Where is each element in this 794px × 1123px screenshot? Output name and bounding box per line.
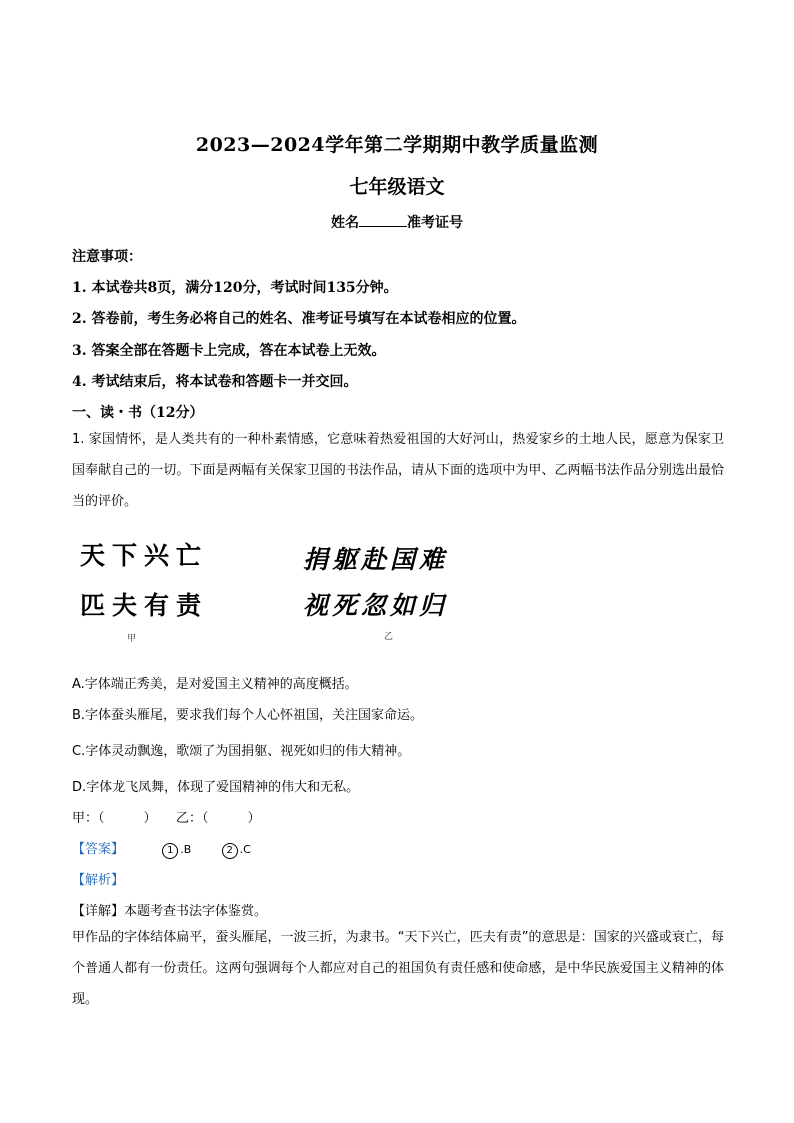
calligraphy-jia-label: 甲 xyxy=(127,634,137,644)
code-label: 准考证号 xyxy=(407,215,463,231)
option-b: B.字体蚕头雁尾，要求我们每个人心怀祖国，关注国家命运。 xyxy=(72,708,424,723)
exam-subject: 七年级语文 xyxy=(349,176,445,198)
notice-item: 2. 答卷前，考生务必将自己的姓名、准考证号填写在本试卷相应的位置。 xyxy=(72,311,526,327)
calligraphy-yi-line2: 视死忽如归 xyxy=(303,591,449,620)
name-code-line xyxy=(0,212,794,232)
option-d: D.字体龙飞凤舞，体现了爱国精神的伟大和无私。 xyxy=(72,780,360,795)
notice-item: 3. 答案全部在答题卡上完成，答在本试卷上无效。 xyxy=(72,343,386,359)
question-text: 1. 家国情怀，是人类共有的一种朴素情感，它意味着热爱祖国的大好河山，热爱家乡的土地人民，愿意为保家卫国奉献自己的一切。下面是两幅有关保家卫国的书法作品，请从下面的选项中为甲、乙两幅书法作品分别选出最恰当的评价。 xyxy=(72,432,724,509)
calligraphy-jia-line2: 匹夫有责 xyxy=(80,591,209,620)
answer-2: .C xyxy=(239,843,251,856)
notice-heading: 注意事项： xyxy=(72,249,142,265)
notice-item: 1. 本试卷共8页，满分120分，考试时间135分钟。 xyxy=(72,280,398,296)
option-c: C.字体灵动飘逸，歌颂了为国捐躯、视死如归的伟大精神。 xyxy=(72,744,411,759)
option-a: A.字体端正秀美，是对爱国主义精神的高度概括。 xyxy=(72,677,358,692)
explanation-text: 甲作品的字体结体扁平，蚕头雁尾，一波三折，为隶书。“天下兴亡，匹夫有责”的意思是：国家的兴盛或衰亡，每个普通人都有一份责任。这两句强调每个人都应对自己的祖国负有责任感和使命感，是中华民族爱国主义精神的体现。 xyxy=(72,930,724,1007)
calligraphy-yi xyxy=(303,540,448,622)
name-label: 姓名 xyxy=(331,215,359,231)
notice-item: 4. 考试结束后，将本试卷和答题卡一并交回。 xyxy=(72,374,358,390)
exam-title: 2023—2024学年第二学期期中教学质量监测 xyxy=(195,134,599,156)
calligraphy-yi-line1: 捐躯赴国难 xyxy=(303,545,449,574)
calligraphy-jia xyxy=(80,536,208,622)
detail-line: 【详解】本题考查书法字体鉴赏。 xyxy=(72,904,268,919)
analysis-label: 【解析】 xyxy=(72,873,125,888)
calligraphy-yi-label: 乙 xyxy=(384,632,394,642)
answer-line xyxy=(72,838,251,859)
name-blank[interactable] xyxy=(359,214,407,227)
answer-2-number: 2 xyxy=(222,843,238,859)
answer-label: 【答案】 xyxy=(72,842,125,857)
section-heading: 一、读・书（12分） xyxy=(72,405,204,421)
calligraphy-jia-line1: 天下兴亡 xyxy=(80,541,209,570)
answer-1-number: 1 xyxy=(162,843,178,859)
fill-line: 甲：（ ） 乙：（ ） xyxy=(72,811,261,826)
answer-1: .B xyxy=(180,843,192,856)
